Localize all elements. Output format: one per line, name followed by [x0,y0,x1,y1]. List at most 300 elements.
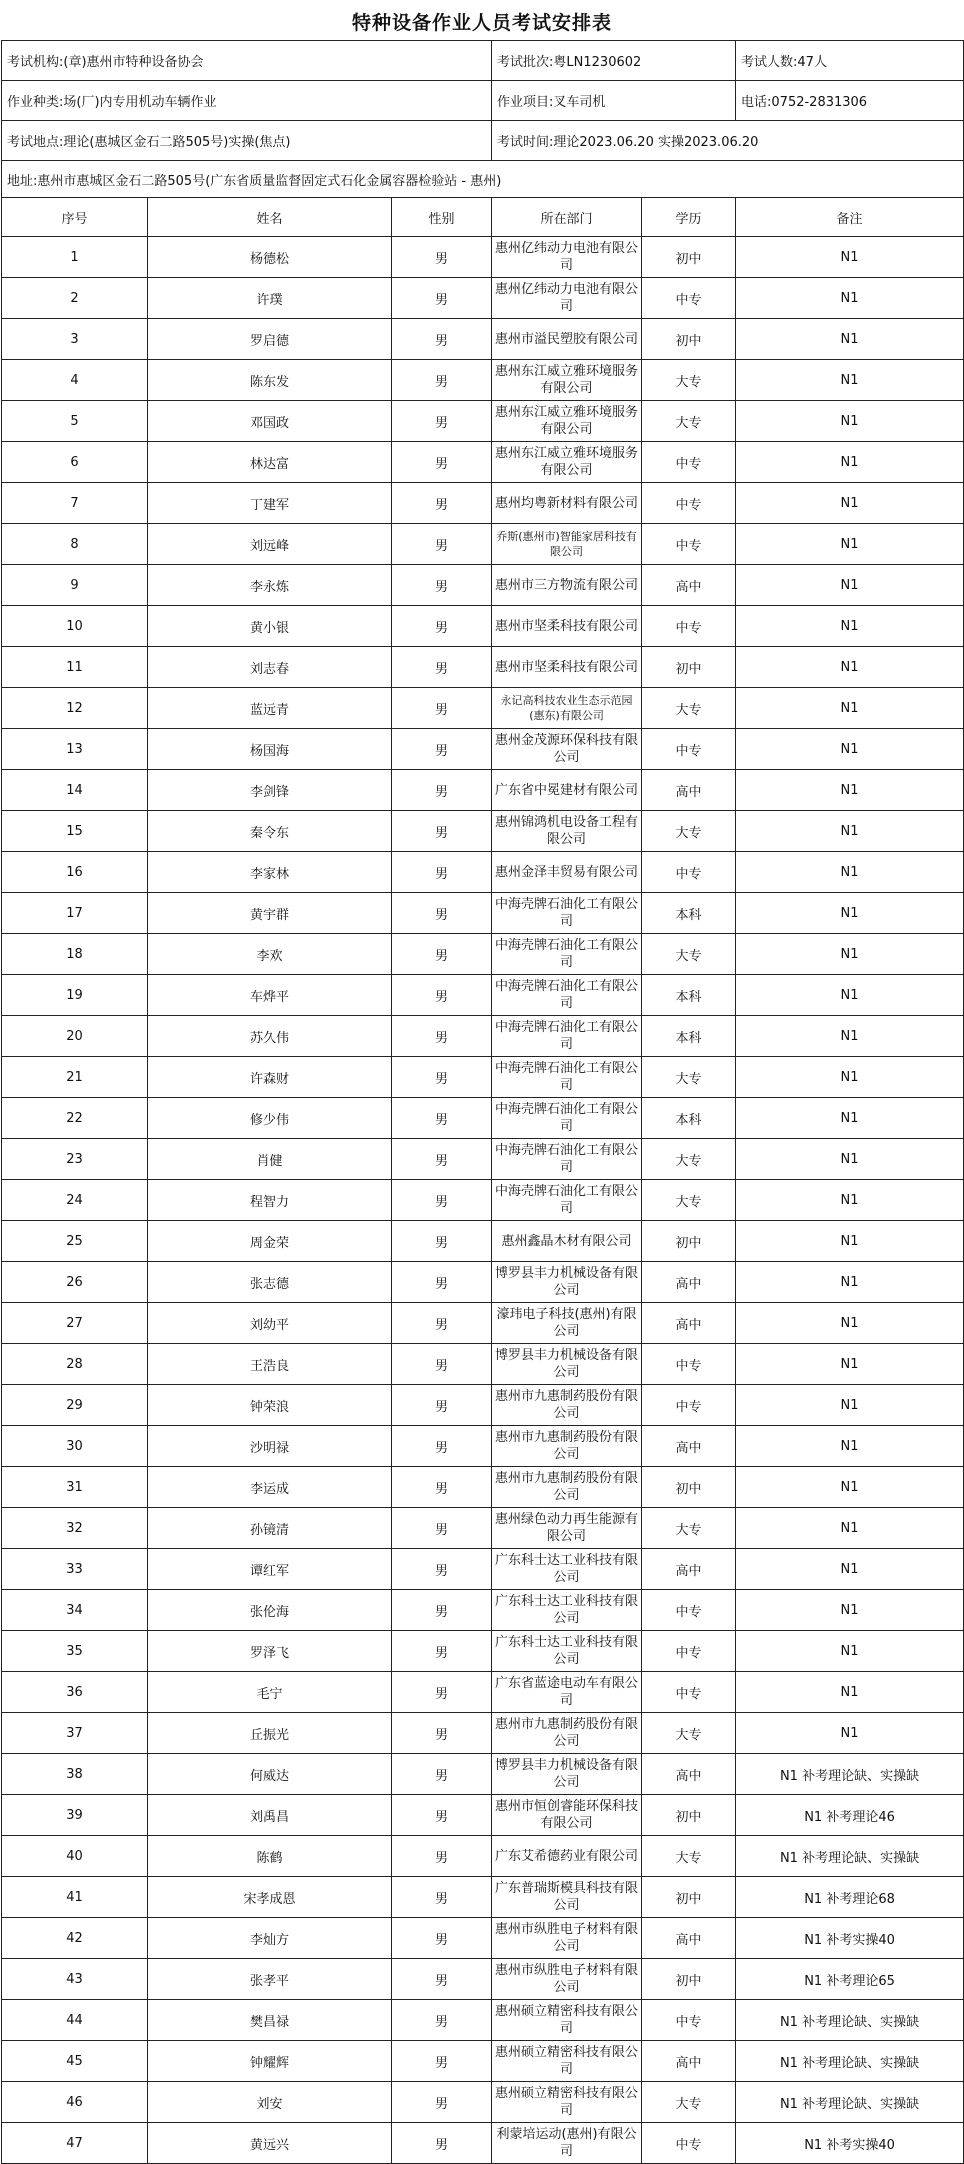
cell-number: 1 [2,237,148,278]
table-row [2,1344,964,1385]
cell-name: 何威达 [148,1754,392,1795]
cell-education: 大专 [642,934,736,975]
table-row [2,1016,964,1057]
cell-number: 11 [2,647,148,688]
cell-gender: 男 [392,1918,492,1959]
exam-batch: 考试批次:粤LN1230602 [492,41,736,81]
cell-remarks: N1 [736,1672,964,1713]
table-row [2,1672,964,1713]
table-row [2,1836,964,1877]
cell-education: 中专 [642,278,736,319]
table-row [2,1057,964,1098]
cell-department: 惠州金泽丰贸易有限公司 [492,852,642,893]
cell-gender: 男 [392,1549,492,1590]
cell-gender: 男 [392,770,492,811]
cell-name: 孙镜清 [148,1508,392,1549]
page-title: 特种设备作业人员考试安排表 [351,12,612,34]
cell-gender: 男 [392,1467,492,1508]
table-row [2,319,964,360]
table-row [2,893,964,934]
exam-info [2,41,964,198]
cell-remarks: N1 [736,893,964,934]
cell-education: 中专 [642,1385,736,1426]
cell-gender: 男 [392,1057,492,1098]
cell-gender: 男 [392,360,492,401]
cell-education: 本科 [642,1016,736,1057]
cell-name: 李运成 [148,1467,392,1508]
cell-gender: 男 [392,811,492,852]
cell-number: 2 [2,278,148,319]
cell-department: 惠州市恒创睿能环保科技有限公司 [492,1795,642,1836]
cell-number: 20 [2,1016,148,1057]
table-row [2,975,964,1016]
cell-number: 45 [2,2041,148,2082]
cell-education: 中专 [642,2123,736,2164]
cell-number: 15 [2,811,148,852]
cell-number: 35 [2,1631,148,1672]
cell-name: 李家林 [148,852,392,893]
cell-education: 高中 [642,1918,736,1959]
cell-number: 13 [2,729,148,770]
cell-remarks: N1 补考理论缺、实操缺 [736,1754,964,1795]
cell-remarks: N1 [736,483,964,524]
table-row [2,1549,964,1590]
cell-remarks: N1 [736,1098,964,1139]
cell-department: 惠州均粤新材料有限公司 [492,483,642,524]
cell-department: 惠州市纵胜电子材料有限公司 [492,1918,642,1959]
cell-name: 车烨平 [148,975,392,1016]
table-row [2,1918,964,1959]
cell-name: 刘幼平 [148,1303,392,1344]
col-header-name: 姓名 [148,198,392,237]
cell-name: 刘远峰 [148,524,392,565]
cell-remarks: N1 [736,934,964,975]
cell-gender: 男 [392,1508,492,1549]
exam-category: 作业种类:场(厂)内专用机动车辆作业 [2,81,492,121]
cell-department: 惠州硕立精密科技有限公司 [492,2082,642,2123]
cell-department: 广东省蓝途电动车有限公司 [492,1672,642,1713]
cell-remarks: N1 [736,1467,964,1508]
cell-remarks: N1 [736,1426,964,1467]
table-body [2,237,964,2164]
cell-education: 大专 [642,688,736,729]
cell-department: 惠州硕立精密科技有限公司 [492,2041,642,2082]
table-row [2,852,964,893]
cell-remarks: N1 [736,1016,964,1057]
cell-department: 博罗县丰力机械设备有限公司 [492,1262,642,1303]
table-header [2,198,964,237]
cell-gender: 男 [392,606,492,647]
cell-remarks: N1 [736,1303,964,1344]
cell-remarks: N1 [736,1549,964,1590]
cell-gender: 男 [392,483,492,524]
cell-name: 丁建军 [148,483,392,524]
cell-department: 中海壳牌石油化工有限公司 [492,893,642,934]
cell-remarks: N1 补考理论缺、实操缺 [736,2082,964,2123]
cell-gender: 男 [392,442,492,483]
table-row [2,1303,964,1344]
cell-gender: 男 [392,1590,492,1631]
cell-number: 47 [2,2123,148,2164]
cell-gender: 男 [392,1877,492,1918]
cell-department: 惠州鑫晶木材有限公司 [492,1221,642,1262]
cell-remarks: N1 补考理论65 [736,1959,964,2000]
cell-remarks: N1 [736,1262,964,1303]
cell-department: 惠州市九惠制药股份有限公司 [492,1467,642,1508]
table-row [2,729,964,770]
cell-education: 中专 [642,483,736,524]
cell-number: 28 [2,1344,148,1385]
cell-remarks: N1 补考理论46 [736,1795,964,1836]
cell-gender: 男 [392,647,492,688]
table-row [2,1754,964,1795]
cell-gender: 男 [392,1344,492,1385]
cell-gender: 男 [392,1959,492,2000]
cell-education: 中专 [642,2000,736,2041]
cell-number: 31 [2,1467,148,1508]
cell-remarks: N1 补考理论68 [736,1877,964,1918]
table-row [2,2000,964,2041]
cell-remarks: N1 补考理论缺、实操缺 [736,2000,964,2041]
cell-gender: 男 [392,893,492,934]
cell-remarks: N1 补考理论缺、实操缺 [736,1836,964,1877]
cell-education: 大专 [642,360,736,401]
cell-number: 14 [2,770,148,811]
cell-gender: 男 [392,319,492,360]
cell-remarks: N1 [736,237,964,278]
cell-department: 中海壳牌石油化工有限公司 [492,1098,642,1139]
cell-education: 大专 [642,1713,736,1754]
cell-education: 初中 [642,1877,736,1918]
cell-department: 濠玮电子科技(惠州)有限公司 [492,1303,642,1344]
table-row [2,1713,964,1754]
cell-number: 43 [2,1959,148,2000]
cell-department: 中海壳牌石油化工有限公司 [492,934,642,975]
cell-name: 陈东发 [148,360,392,401]
cell-education: 大专 [642,1836,736,1877]
cell-number: 22 [2,1098,148,1139]
cell-education: 初中 [642,1221,736,1262]
cell-gender: 男 [392,237,492,278]
cell-department: 惠州绿色动力再生能源有限公司 [492,1508,642,1549]
table-row [2,1180,964,1221]
cell-gender: 男 [392,1795,492,1836]
table-row [2,1139,964,1180]
cell-gender: 男 [392,975,492,1016]
cell-department: 博罗县丰力机械设备有限公司 [492,1344,642,1385]
table-row [2,2041,964,2082]
cell-gender: 男 [392,934,492,975]
cell-department: 博罗县丰力机械设备有限公司 [492,1754,642,1795]
cell-education: 中专 [642,1631,736,1672]
cell-name: 林达富 [148,442,392,483]
cell-remarks: N1 [736,319,964,360]
col-header-education: 学历 [642,198,736,237]
cell-education: 大专 [642,811,736,852]
cell-department: 利蒙培运动(惠州)有限公司 [492,2123,642,2164]
cell-name: 蓝远青 [148,688,392,729]
cell-education: 大专 [642,1508,736,1549]
cell-remarks: N1 [736,975,964,1016]
exam-count: 考试人数:47人 [736,41,964,81]
cell-number: 36 [2,1672,148,1713]
cell-number: 30 [2,1426,148,1467]
cell-number: 34 [2,1590,148,1631]
cell-name: 黄小银 [148,606,392,647]
table-row [2,401,964,442]
cell-name: 张伦海 [148,1590,392,1631]
cell-number: 24 [2,1180,148,1221]
cell-gender: 男 [392,1262,492,1303]
cell-number: 27 [2,1303,148,1344]
cell-number: 29 [2,1385,148,1426]
cell-remarks: N1 [736,729,964,770]
cell-name: 邓国政 [148,401,392,442]
table-row [2,1221,964,1262]
cell-remarks: N1 [736,401,964,442]
cell-department: 惠州市溢民塑胶有限公司 [492,319,642,360]
exam-location: 考试地点:理论(惠城区金石二路505号)实操(焦点) [2,121,492,161]
cell-name: 秦令东 [148,811,392,852]
cell-number: 10 [2,606,148,647]
cell-department: 惠州亿纬动力电池有限公司 [492,237,642,278]
cell-remarks: N1 补考实操40 [736,1918,964,1959]
cell-name: 李欢 [148,934,392,975]
cell-department: 中海壳牌石油化工有限公司 [492,1139,642,1180]
cell-remarks: N1 [736,1713,964,1754]
cell-gender: 男 [392,1631,492,1672]
cell-gender: 男 [392,565,492,606]
cell-gender: 男 [392,1139,492,1180]
cell-department: 中海壳牌石油化工有限公司 [492,975,642,1016]
cell-education: 中专 [642,1344,736,1385]
cell-remarks: N1 [736,1221,964,1262]
cell-name: 张志德 [148,1262,392,1303]
cell-gender: 男 [392,688,492,729]
cell-education: 高中 [642,1754,736,1795]
cell-education: 本科 [642,975,736,1016]
exam-table [1,40,964,2164]
table-row [2,1467,964,1508]
cell-remarks: N1 [736,606,964,647]
cell-remarks: N1 [736,811,964,852]
cell-number: 5 [2,401,148,442]
cell-remarks: N1 [736,770,964,811]
table-row [2,1631,964,1672]
cell-name: 许璞 [148,278,392,319]
cell-name: 樊昌禄 [148,2000,392,2041]
table-row [2,811,964,852]
cell-gender: 男 [392,1016,492,1057]
cell-education: 初中 [642,1467,736,1508]
table-row [2,934,964,975]
cell-name: 宋孝成恩 [148,1877,392,1918]
cell-name: 王浩良 [148,1344,392,1385]
cell-department: 惠州市三方物流有限公司 [492,565,642,606]
cell-remarks: N1 [736,1508,964,1549]
cell-education: 初中 [642,1959,736,2000]
cell-education: 本科 [642,893,736,934]
cell-number: 6 [2,442,148,483]
cell-gender: 男 [392,2000,492,2041]
cell-education: 中专 [642,606,736,647]
cell-number: 38 [2,1754,148,1795]
cell-remarks: N1 [736,688,964,729]
cell-name: 李灿方 [148,1918,392,1959]
table-row [2,1508,964,1549]
cell-name: 黄远兴 [148,2123,392,2164]
cell-remarks: N1 [736,1385,964,1426]
cell-gender: 男 [392,1098,492,1139]
cell-name: 肖健 [148,1139,392,1180]
cell-name: 刘安 [148,2082,392,2123]
col-header-number: 序号 [2,198,148,237]
cell-name: 杨德松 [148,237,392,278]
cell-department: 惠州市九惠制药股份有限公司 [492,1385,642,1426]
cell-department: 惠州东江威立雅环境服务有限公司 [492,442,642,483]
cell-education: 高中 [642,1426,736,1467]
cell-name: 张孝平 [148,1959,392,2000]
cell-number: 25 [2,1221,148,1262]
cell-department: 乔斯(惠州市)智能家居科技有限公司 [492,524,642,565]
cell-gender: 男 [392,1385,492,1426]
table-row [2,1795,964,1836]
cell-education: 中专 [642,729,736,770]
table-row [2,1590,964,1631]
cell-remarks: N1 [736,278,964,319]
cell-education: 中专 [642,442,736,483]
cell-gender: 男 [392,2082,492,2123]
cell-name: 黄宇群 [148,893,392,934]
cell-department: 广东省中冕建材有限公司 [492,770,642,811]
table-row [2,647,964,688]
col-header-department: 所在部门 [492,198,642,237]
cell-department: 中海壳牌石油化工有限公司 [492,1180,642,1221]
table-row [2,770,964,811]
cell-number: 26 [2,1262,148,1303]
cell-gender: 男 [392,1303,492,1344]
cell-remarks: N1 [736,565,964,606]
exam-phone: 电话:0752-2831306 [736,81,964,121]
cell-education: 高中 [642,1549,736,1590]
cell-number: 7 [2,483,148,524]
cell-remarks: N1 补考实操40 [736,2123,964,2164]
cell-education: 本科 [642,1098,736,1139]
cell-number: 40 [2,1836,148,1877]
cell-name: 杨国海 [148,729,392,770]
cell-remarks: N1 [736,1180,964,1221]
table-row [2,237,964,278]
cell-number: 12 [2,688,148,729]
cell-name: 许森财 [148,1057,392,1098]
cell-number: 32 [2,1508,148,1549]
cell-number: 19 [2,975,148,1016]
cell-gender: 男 [392,524,492,565]
cell-education: 初中 [642,647,736,688]
cell-name: 刘志春 [148,647,392,688]
table-row [2,606,964,647]
cell-name: 沙明禄 [148,1426,392,1467]
cell-number: 21 [2,1057,148,1098]
table-row [2,1877,964,1918]
cell-department: 中海壳牌石油化工有限公司 [492,1016,642,1057]
cell-number: 44 [2,2000,148,2041]
cell-department: 中海壳牌石油化工有限公司 [492,1057,642,1098]
cell-number: 4 [2,360,148,401]
cell-education: 大专 [642,2082,736,2123]
cell-number: 39 [2,1795,148,1836]
cell-gender: 男 [392,278,492,319]
cell-name: 修少伟 [148,1098,392,1139]
cell-gender: 男 [392,2123,492,2164]
cell-gender: 男 [392,1836,492,1877]
table-row [2,483,964,524]
table-row [2,1098,964,1139]
cell-number: 23 [2,1139,148,1180]
cell-gender: 男 [392,2041,492,2082]
cell-name: 罗泽飞 [148,1631,392,1672]
cell-remarks: N1 [736,442,964,483]
cell-remarks: N1 [736,1590,964,1631]
cell-department: 广东艾希德药业有限公司 [492,1836,642,1877]
cell-remarks: N1 补考理论缺、实操缺 [736,2041,964,2082]
cell-department: 广东科士达工业科技有限公司 [492,1631,642,1672]
exam-address: 地址:惠州市惠城区金石二路505号(广东省质量监督固定式石化金属容器检验站 - 惠州) [2,161,964,198]
cell-name: 钟耀辉 [148,2041,392,2082]
cell-gender: 男 [392,401,492,442]
table-row [2,1426,964,1467]
exam-org: 考试机构:(章)惠州市特种设备协会 [2,41,492,81]
cell-education: 高中 [642,1303,736,1344]
cell-education: 高中 [642,770,736,811]
cell-department: 惠州市坚柔科技有限公司 [492,647,642,688]
cell-department: 惠州锦鸿机电设备工程有限公司 [492,811,642,852]
cell-education: 大专 [642,1180,736,1221]
cell-number: 8 [2,524,148,565]
cell-name: 周金荣 [148,1221,392,1262]
cell-education: 中专 [642,524,736,565]
table-row [2,2123,964,2164]
cell-name: 谭红军 [148,1549,392,1590]
cell-gender: 男 [392,852,492,893]
cell-department: 惠州金茂源环保科技有限公司 [492,729,642,770]
cell-remarks: N1 [736,1139,964,1180]
cell-gender: 男 [392,1180,492,1221]
cell-gender: 男 [392,729,492,770]
cell-number: 46 [2,2082,148,2123]
cell-number: 17 [2,893,148,934]
cell-education: 大专 [642,1057,736,1098]
cell-name: 李永炼 [148,565,392,606]
table-row [2,1385,964,1426]
table-row [2,360,964,401]
table-row [2,565,964,606]
table-row [2,1262,964,1303]
cell-number: 33 [2,1549,148,1590]
cell-number: 18 [2,934,148,975]
table-row [2,442,964,483]
cell-department: 惠州市九惠制药股份有限公司 [492,1713,642,1754]
cell-department: 惠州市九惠制药股份有限公司 [492,1426,642,1467]
cell-department: 广东科士达工业科技有限公司 [492,1590,642,1631]
cell-department: 永记高科技农业生态示范园(惠东)有限公司 [492,688,642,729]
cell-education: 中专 [642,1590,736,1631]
cell-remarks: N1 [736,1631,964,1672]
cell-name: 苏久伟 [148,1016,392,1057]
cell-gender: 男 [392,1221,492,1262]
cell-education: 高中 [642,2041,736,2082]
cell-number: 37 [2,1713,148,1754]
